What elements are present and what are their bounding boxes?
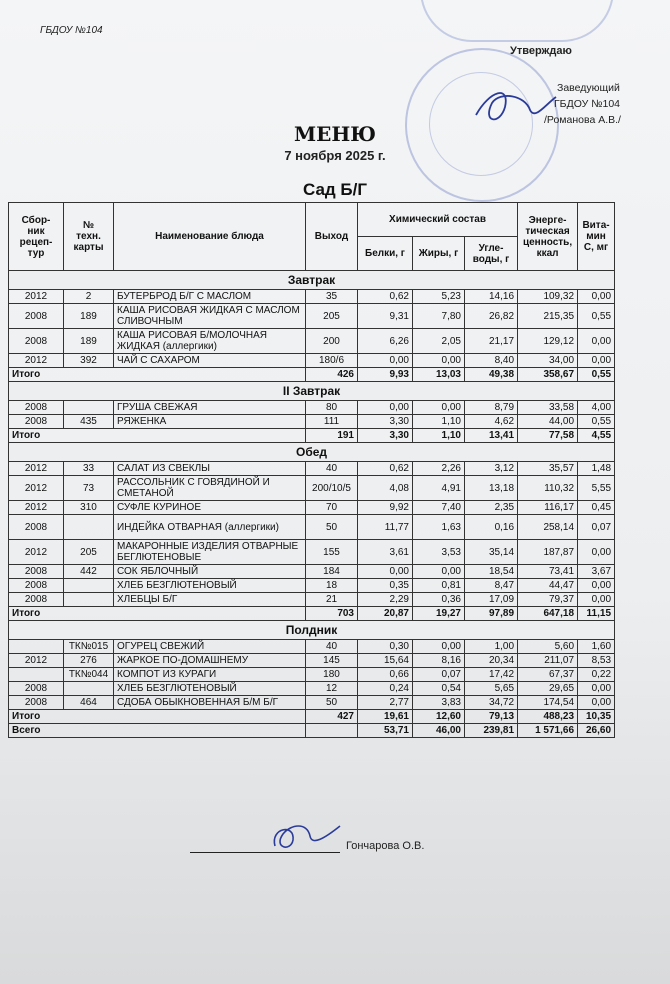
- book-cell: [9, 640, 64, 654]
- card-cell: 392: [64, 354, 114, 368]
- card-cell: [64, 579, 114, 593]
- approve-label: Утверждаю: [510, 45, 572, 57]
- carb-cell: 4,62: [465, 415, 518, 429]
- dish-cell: ХЛЕБ БЕЗГЛЮТЕНОВЫЙ: [114, 579, 306, 593]
- meal-row: [9, 621, 615, 640]
- carb-cell: 21,17: [465, 329, 518, 354]
- vitamin-cell: 0,00: [578, 682, 615, 696]
- fat-cell: 0,00: [413, 354, 465, 368]
- meal-row: [9, 382, 615, 401]
- vitamin-cell: 0,55: [578, 304, 615, 329]
- vitamin-cell: 0,00: [578, 354, 615, 368]
- book-cell: 2012: [9, 290, 64, 304]
- protein-cell: 4,08: [358, 476, 413, 501]
- total-label: Итого: [9, 710, 306, 724]
- output-cell: 70: [306, 501, 358, 515]
- protein-cell: 0,30: [358, 640, 413, 654]
- book-cell: 2012: [9, 462, 64, 476]
- total-output: 426: [306, 368, 358, 382]
- energy-cell: 116,17: [518, 501, 578, 515]
- output-cell: 35: [306, 290, 358, 304]
- carb-cell: 26,82: [465, 304, 518, 329]
- fat-cell: 2,26: [413, 462, 465, 476]
- fat-cell: 0,81: [413, 579, 465, 593]
- card-cell: [64, 401, 114, 415]
- table-row: [9, 515, 615, 540]
- energy-cell: 44,00: [518, 415, 578, 429]
- dish-cell: ХЛЕБЦЫ Б/Г: [114, 593, 306, 607]
- dish-cell: ХЛЕБ БЕЗГЛЮТЕНОВЫЙ: [114, 682, 306, 696]
- output-cell: 200: [306, 329, 358, 354]
- total-energy: 358,67: [518, 368, 578, 382]
- meal-title: Полдник: [9, 621, 615, 640]
- protein-cell: 0,35: [358, 579, 413, 593]
- output-cell: 50: [306, 515, 358, 540]
- protein-cell: 0,00: [358, 565, 413, 579]
- dish-cell: РАССОЛЬНИК С ГОВЯДИНОЙ И СМЕТАНОЙ: [114, 476, 306, 501]
- table-row: [9, 354, 615, 368]
- protein-cell: 0,00: [358, 401, 413, 415]
- total-label: Итого: [9, 429, 306, 443]
- carb-cell: 8,40: [465, 354, 518, 368]
- fat-cell: 0,54: [413, 682, 465, 696]
- output-cell: 50: [306, 696, 358, 710]
- meal-title: II Завтрак: [9, 382, 615, 401]
- card-cell: ТК№015: [64, 640, 114, 654]
- table-row: [9, 696, 615, 710]
- fat-cell: 5,23: [413, 290, 465, 304]
- output-cell: 180/6: [306, 354, 358, 368]
- total-energy: 77,58: [518, 429, 578, 443]
- header-protein: Белки, г: [358, 237, 413, 271]
- signer-name: Гончарова О.В.: [346, 840, 425, 852]
- header-fat: Жиры, г: [413, 237, 465, 271]
- fat-cell: 0,00: [413, 401, 465, 415]
- protein-cell: 9,31: [358, 304, 413, 329]
- energy-cell: 211,07: [518, 654, 578, 668]
- vitamin-cell: 4,00: [578, 401, 615, 415]
- vitamin-cell: 5,55: [578, 476, 615, 501]
- header-book: Сбор- ник рецеп- тур: [9, 203, 64, 271]
- fat-cell: 4,91: [413, 476, 465, 501]
- book-cell: 2008: [9, 329, 64, 354]
- vitamin-cell: 0,00: [578, 593, 615, 607]
- group-title: Сад Б/Г: [302, 180, 368, 199]
- header-energy: Энерге- тическая ценность, ккал: [518, 203, 578, 271]
- card-cell: 205: [64, 540, 114, 565]
- vitamin-cell: 0,00: [578, 579, 615, 593]
- carb-cell: 34,72: [465, 696, 518, 710]
- page-title: МЕНЮ: [293, 122, 377, 146]
- book-cell: 2008: [9, 304, 64, 329]
- carb-cell: 0,16: [465, 515, 518, 540]
- carb-cell: 35,14: [465, 540, 518, 565]
- book-cell: 2008: [9, 593, 64, 607]
- card-cell: 73: [64, 476, 114, 501]
- protein-cell: 11,77: [358, 515, 413, 540]
- total-fat: 19,27: [413, 607, 465, 621]
- book-cell: 2012: [9, 354, 64, 368]
- protein-cell: 6,26: [358, 329, 413, 354]
- protein-cell: 9,92: [358, 501, 413, 515]
- card-cell: 33: [64, 462, 114, 476]
- carb-cell: 3,12: [465, 462, 518, 476]
- table-row: [9, 565, 615, 579]
- table-row: [9, 304, 615, 329]
- total-carb: 13,41: [465, 429, 518, 443]
- total-output: 427: [306, 710, 358, 724]
- energy-cell: 34,00: [518, 354, 578, 368]
- book-cell: 2008: [9, 515, 64, 540]
- energy-cell: 110,32: [518, 476, 578, 501]
- output-cell: 18: [306, 579, 358, 593]
- fat-cell: 1,63: [413, 515, 465, 540]
- table-row: [9, 640, 615, 654]
- energy-cell: 33,58: [518, 401, 578, 415]
- vitamin-cell: 8,53: [578, 654, 615, 668]
- table-row: [9, 290, 615, 304]
- grand-total-carb: 239,81: [465, 724, 518, 738]
- meal-title: Завтрак: [9, 271, 615, 290]
- output-cell: 40: [306, 640, 358, 654]
- card-cell: 310: [64, 501, 114, 515]
- output-cell: 184: [306, 565, 358, 579]
- dish-cell: КОМПОТ ИЗ КУРАГИ: [114, 668, 306, 682]
- book-cell: [9, 668, 64, 682]
- carb-cell: 8,47: [465, 579, 518, 593]
- energy-cell: 73,41: [518, 565, 578, 579]
- header-carb: Угле- воды, г: [465, 237, 518, 271]
- output-cell: 12: [306, 682, 358, 696]
- carb-cell: 2,35: [465, 501, 518, 515]
- card-cell: [64, 682, 114, 696]
- card-cell: 189: [64, 329, 114, 354]
- director-name: /Романова А.В./: [544, 114, 621, 126]
- protein-cell: 0,66: [358, 668, 413, 682]
- output-cell: 145: [306, 654, 358, 668]
- total-fat: 1,10: [413, 429, 465, 443]
- carb-cell: 13,18: [465, 476, 518, 501]
- total-vitamin: 4,55: [578, 429, 615, 443]
- menu-date: 7 ноября 2025 г.: [284, 148, 386, 163]
- fat-cell: 0,36: [413, 593, 465, 607]
- energy-cell: 35,57: [518, 462, 578, 476]
- total-protein: 3,30: [358, 429, 413, 443]
- dish-cell: СОК ЯБЛОЧНЫЙ: [114, 565, 306, 579]
- table-row: [9, 476, 615, 501]
- card-cell: 2: [64, 290, 114, 304]
- energy-cell: 258,14: [518, 515, 578, 540]
- book-cell: 2008: [9, 415, 64, 429]
- fat-cell: 0,07: [413, 668, 465, 682]
- book-cell: 2008: [9, 401, 64, 415]
- protein-cell: 0,62: [358, 462, 413, 476]
- total-carb: 49,38: [465, 368, 518, 382]
- header-vitamin: Вита- мин С, мг: [578, 203, 615, 271]
- total-protein: 19,61: [358, 710, 413, 724]
- table-row: [9, 654, 615, 668]
- meal-title: Обед: [9, 443, 615, 462]
- total-fat: 12,60: [413, 710, 465, 724]
- total-vitamin: 10,35: [578, 710, 615, 724]
- fat-cell: 2,05: [413, 329, 465, 354]
- table-row: [9, 540, 615, 565]
- carb-cell: 14,16: [465, 290, 518, 304]
- book-cell: 2008: [9, 579, 64, 593]
- fat-cell: 3,53: [413, 540, 465, 565]
- output-cell: 40: [306, 462, 358, 476]
- total-label: Итого: [9, 368, 306, 382]
- vitamin-cell: 0,00: [578, 696, 615, 710]
- protein-cell: 2,29: [358, 593, 413, 607]
- vitamin-cell: 1,60: [578, 640, 615, 654]
- meal-row: [9, 271, 615, 290]
- total-energy: 488,23: [518, 710, 578, 724]
- energy-cell: 44,47: [518, 579, 578, 593]
- total-protein: 20,87: [358, 607, 413, 621]
- fat-cell: 8,16: [413, 654, 465, 668]
- dish-cell: САЛАТ ИЗ СВЕКЛЫ: [114, 462, 306, 476]
- energy-cell: 79,37: [518, 593, 578, 607]
- book-cell: 2008: [9, 565, 64, 579]
- energy-cell: 109,32: [518, 290, 578, 304]
- vitamin-cell: 1,48: [578, 462, 615, 476]
- protein-cell: 0,00: [358, 354, 413, 368]
- grand-total-row: [9, 724, 615, 738]
- book-cell: 2012: [9, 654, 64, 668]
- total-row: [9, 710, 615, 724]
- total-fat: 13,03: [413, 368, 465, 382]
- head-title: Заведующий: [557, 82, 620, 94]
- dish-cell: ОГУРЕЦ СВЕЖИЙ: [114, 640, 306, 654]
- card-cell: [64, 593, 114, 607]
- dish-cell: КАША РИСОВАЯ ЖИДКАЯ С МАСЛОМ СЛИВОЧНЫМ: [114, 304, 306, 329]
- carb-cell: 20,34: [465, 654, 518, 668]
- dish-cell: БУТЕРБРОД Б/Г С МАСЛОМ: [114, 290, 306, 304]
- grand-total-protein: 53,71: [358, 724, 413, 738]
- table-row: [9, 401, 615, 415]
- protein-cell: 0,62: [358, 290, 413, 304]
- dish-cell: ИНДЕЙКА ОТВАРНАЯ (аллергики): [114, 515, 306, 540]
- total-protein: 9,93: [358, 368, 413, 382]
- dish-cell: МАКАРОННЫЕ ИЗДЕЛИЯ ОТВАРНЫЕ БЕГЛЮТЕНОВЫЕ: [114, 540, 306, 565]
- output-cell: 111: [306, 415, 358, 429]
- vitamin-cell: 0,55: [578, 415, 615, 429]
- book-cell: 2012: [9, 540, 64, 565]
- fat-cell: 0,00: [413, 565, 465, 579]
- output-cell: 200/10/5: [306, 476, 358, 501]
- book-cell: 2012: [9, 501, 64, 515]
- card-cell: 442: [64, 565, 114, 579]
- table-row: [9, 501, 615, 515]
- book-cell: 2012: [9, 476, 64, 501]
- carb-cell: 17,09: [465, 593, 518, 607]
- card-cell: 435: [64, 415, 114, 429]
- energy-cell: 215,35: [518, 304, 578, 329]
- total-output: 191: [306, 429, 358, 443]
- card-cell: 189: [64, 304, 114, 329]
- fat-cell: 0,00: [413, 640, 465, 654]
- grand-total-vitamin: 26,60: [578, 724, 615, 738]
- table-row: [9, 593, 615, 607]
- signature-line: [190, 840, 340, 853]
- output-cell: 21: [306, 593, 358, 607]
- fat-cell: 3,83: [413, 696, 465, 710]
- table-row: [9, 462, 615, 476]
- output-cell: 180: [306, 668, 358, 682]
- vitamin-cell: 0,45: [578, 501, 615, 515]
- book-cell: 2008: [9, 696, 64, 710]
- total-row: [9, 429, 615, 443]
- vitamin-cell: 0,00: [578, 540, 615, 565]
- total-carb: 97,89: [465, 607, 518, 621]
- protein-cell: 3,61: [358, 540, 413, 565]
- fat-cell: 7,40: [413, 501, 465, 515]
- table-row: [9, 682, 615, 696]
- total-row: [9, 368, 615, 382]
- output-cell: 80: [306, 401, 358, 415]
- vitamin-cell: 0,07: [578, 515, 615, 540]
- stamp-top: [420, 0, 614, 42]
- card-cell: ТК№044: [64, 668, 114, 682]
- vitamin-cell: 0,22: [578, 668, 615, 682]
- carb-cell: 17,42: [465, 668, 518, 682]
- total-carb: 79,13: [465, 710, 518, 724]
- protein-cell: 2,77: [358, 696, 413, 710]
- header-dish: Наименование блюда: [114, 203, 306, 271]
- total-label: Итого: [9, 607, 306, 621]
- grand-total-energy: 1 571,66: [518, 724, 578, 738]
- protein-cell: 15,64: [358, 654, 413, 668]
- carb-cell: 1,00: [465, 640, 518, 654]
- dish-cell: РЯЖЕНКА: [114, 415, 306, 429]
- meal-row: [9, 443, 615, 462]
- header-output: Выход: [306, 203, 358, 271]
- dish-cell: ЖАРКОЕ ПО-ДОМАШНЕМУ: [114, 654, 306, 668]
- fat-cell: 1,10: [413, 415, 465, 429]
- protein-cell: 3,30: [358, 415, 413, 429]
- header-card: № техн. карты: [64, 203, 114, 271]
- total-vitamin: 0,55: [578, 368, 615, 382]
- header-chem: Химический состав: [358, 203, 518, 237]
- protein-cell: 0,24: [358, 682, 413, 696]
- dish-cell: СУФЛЕ КУРИНОЕ: [114, 501, 306, 515]
- vitamin-cell: 3,67: [578, 565, 615, 579]
- card-cell: 276: [64, 654, 114, 668]
- menu-table: [8, 202, 615, 738]
- output-cell: 205: [306, 304, 358, 329]
- vitamin-cell: 0,00: [578, 290, 615, 304]
- energy-cell: 129,12: [518, 329, 578, 354]
- table-row: [9, 668, 615, 682]
- organization-label-2: ГБДОУ №104: [554, 98, 620, 110]
- dish-cell: СДОБА ОБЫКНОВЕННАЯ Б/М Б/Г: [114, 696, 306, 710]
- energy-cell: 187,87: [518, 540, 578, 565]
- card-cell: [64, 515, 114, 540]
- grand-total-output: [306, 724, 358, 738]
- carb-cell: 8,79: [465, 401, 518, 415]
- table-row: [9, 415, 615, 429]
- output-cell: 155: [306, 540, 358, 565]
- book-cell: 2008: [9, 682, 64, 696]
- energy-cell: 29,65: [518, 682, 578, 696]
- total-energy: 647,18: [518, 607, 578, 621]
- dish-cell: КАША РИСОВАЯ Б/МОЛОЧНАЯ ЖИДКАЯ (аллергики): [114, 329, 306, 354]
- carb-cell: 18,54: [465, 565, 518, 579]
- grand-total-label: Всего: [9, 724, 306, 738]
- table-row: [9, 579, 615, 593]
- dish-cell: ЧАЙ С САХАРОМ: [114, 354, 306, 368]
- energy-cell: 174,54: [518, 696, 578, 710]
- vitamin-cell: 0,00: [578, 329, 615, 354]
- fat-cell: 7,80: [413, 304, 465, 329]
- carb-cell: 5,65: [465, 682, 518, 696]
- table-row: [9, 329, 615, 354]
- energy-cell: 5,60: [518, 640, 578, 654]
- total-output: 703: [306, 607, 358, 621]
- total-row: [9, 607, 615, 621]
- total-vitamin: 11,15: [578, 607, 615, 621]
- card-cell: 464: [64, 696, 114, 710]
- dish-cell: ГРУША СВЕЖАЯ: [114, 401, 306, 415]
- energy-cell: 67,37: [518, 668, 578, 682]
- grand-total-fat: 46,00: [413, 724, 465, 738]
- organization-label: ГБДОУ №104: [40, 25, 103, 36]
